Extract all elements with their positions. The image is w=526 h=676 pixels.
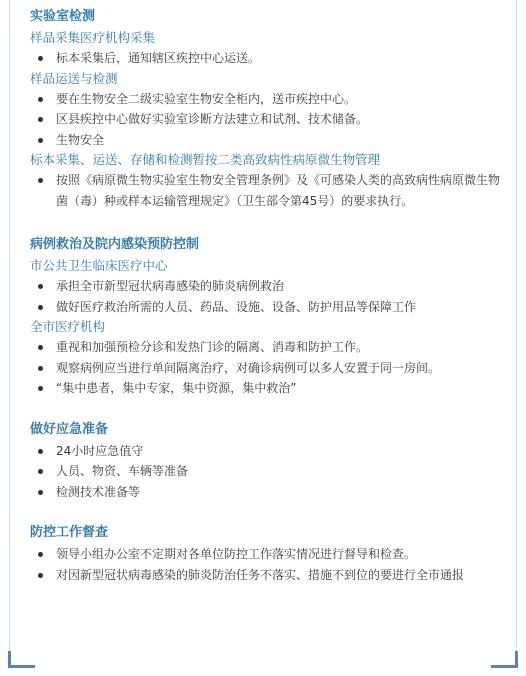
subsection-sample-collection: [30, 28, 500, 69]
list-item: 24小时应急值守: [30, 441, 500, 462]
subsection-medical-institutions: [30, 317, 500, 399]
section-title: 做好应急准备: [30, 421, 109, 437]
list-item: 承担全市新型冠状病毒感染的肺炎病例救治: [30, 276, 500, 297]
subsection-title: 全市医疗机构: [30, 319, 106, 334]
section-treatment-infection-control: [30, 234, 500, 399]
list-item: 做好医疗救治所需的人员、药品、设施、设备、防护用品等保障工作: [30, 297, 500, 318]
bullet-list: [30, 48, 500, 69]
bullet-list: [30, 276, 500, 317]
section-title: 实验室检测: [30, 9, 96, 24]
subsection-public-health-center: [30, 256, 500, 317]
subsection-title: 样品运送与检测: [30, 70, 118, 86]
list-item: 人员、物资、车辆等准备: [30, 461, 500, 482]
list-item: “集中患者，集中专家，集中资源，集中救治”: [30, 378, 500, 399]
list-item: 领导小组办公室不定期对各单位防控工作落实情况进行督导和检查。: [30, 544, 500, 565]
section-title: 病例救治及院内感染预防控制: [30, 237, 200, 252]
list-item: 生物安全: [30, 130, 500, 151]
list-item: 重视和加强预检分诊和发热门诊的隔离、消毒和防护工作。: [30, 337, 500, 358]
list-item: 按照《病原微生物实验室生物安全管理条例》及《可感染人类的高致病性病原微生物菌（毒）种或样本运输管理规定》（卫生部令第45号）的要求执行。: [30, 170, 500, 212]
section-supervision: [30, 522, 500, 586]
bullet-list: [30, 89, 500, 151]
list-item: 要在生物安全二级实验室生物安全柜内，送市疾控中心。: [30, 89, 500, 110]
list-item: 观察病例应当进行单间隔离治疗，对确诊病例可以多人安置于同一房间。: [30, 358, 500, 379]
document-content: [30, 6, 500, 586]
section-emergency-preparedness: [30, 419, 500, 503]
bullet-list: [30, 544, 500, 586]
list-item: 标本采集后，通知辖区疾控中心运送。: [30, 48, 500, 69]
subsection-sample-transport: [30, 69, 500, 151]
bullet-list: [30, 170, 500, 212]
section-title: 防控工作督查: [30, 525, 109, 540]
list-item: 对因新型冠状病毒感染的肺炎防治任务不落实、措施不到位的要进行全市通报: [30, 565, 500, 586]
subsection-title: 标本采集、运送、存储和检测暂按二类高致病性病原微生物管理: [30, 152, 381, 167]
frame-corner-bottom-left: [8, 651, 35, 668]
bullet-list: [30, 337, 500, 399]
list-item: 区县疾控中心做好实验室诊断方法建立和试剂、技术储备。: [30, 109, 500, 130]
frame-corner-bottom-right: [491, 651, 518, 668]
subsection-title: 样品采集医疗机构采集: [30, 30, 156, 45]
bullet-list: [30, 441, 500, 503]
list-item: 检测技术准备等: [30, 482, 500, 503]
subsection-title: 市公共卫生临床医疗中心: [30, 258, 168, 273]
section-lab-testing: [30, 6, 500, 212]
subsection-pathogen-management: [30, 150, 500, 212]
